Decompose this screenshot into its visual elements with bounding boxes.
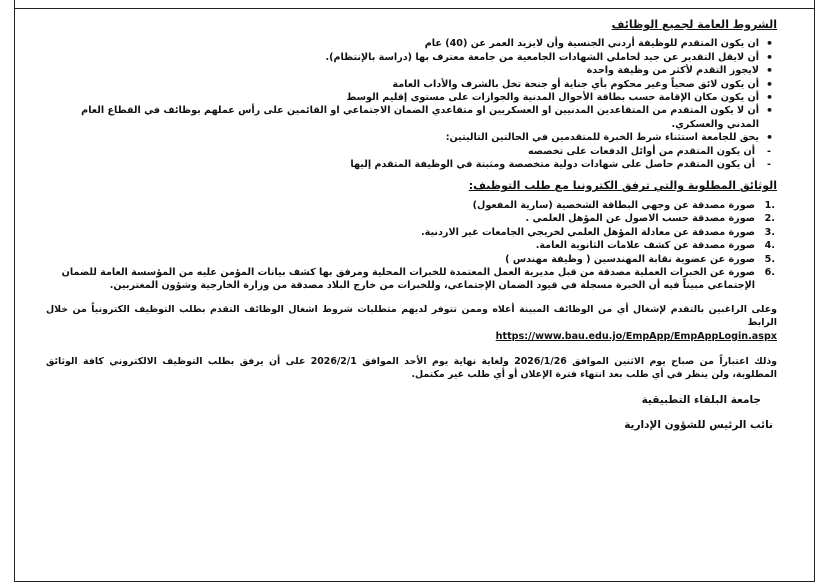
list-item: صورة مصدقة عن كشف علامات الثانوية العامة. [535,240,755,252]
list-item: صورة مصدقة عن وجهي البطاقة الشخصية (سارية المفعول) [472,199,755,211]
documents-list [46,199,777,293]
list-item: صورة عن عضوية نقابة المهندسين ( وظيفة مهندس ) [505,253,755,265]
announcement-content [46,18,777,433]
signatory-position: نائب الرئيس للشؤون الإدارية [624,419,773,432]
list-item: • يحق للجامعة استثناء شرط الخبرة للمتقدمين في الحالتين التاليتين: [46,131,759,144]
deadline-paragraph: وذلك اعتباراً من صباح يوم الاثنين الموافق 2026/1/26 ولغاية نهاية يوم الأحد الموافق 2026/2/1 على أن يرفق بطلب التوظيف الالكتروني كافة الوثائق المطلوبة، ولن ينظر في أي طلب بعد انتهاء فترة الإعلان أو أي طلب غير مكتمل. [46,355,777,381]
general-conditions-list [46,37,777,144]
list-item: - أن يكون المتقدم حاصل على شهادات دولية متخصصة ومثبتة في الوظيفة المتقدم إليها [46,158,755,171]
list-item: • أن يكون مكان الإقامة حسب بطاقة الأحوال المدنية والجوازات على مستوى إقليم الوسط [46,91,759,104]
application-link[interactable]: https://www.bau.edu.jo/EmpApp/EmpAppLogin.aspx [495,330,777,342]
list-item: • ان يكون المتقدم للوظيفة أردني الجنسية وأن لايزيد العمر عن (40) عام [46,37,759,50]
list-item: صورة عن الخبرات العملية مصدقة من قبل مديرية العمل المعتمدة للخبرات المحلية ومرفق بها كشف بيانات المؤمن عليه من المؤسسة العامة للضمان الإجتماعي مبيناً فيه أن الخبرة مسجلة في قيود الضمان الإجتماعي، وللخبرات من خارج البلاد مصدقة من وزارة الخارجية وشؤون المغتربين. [61,266,755,292]
documents-title: الوثائق المطلوبة والتي ترفق الكترونيا مع طلب التوظيف: [468,179,777,193]
list-item: • لايجوز التقدم لأكثر من وظيفة واحدة [46,64,759,77]
university-name: جامعة البلقاء التطبيقية [641,393,761,406]
list-item: • أن لايقل التقدير عن جيد لحاملي الشهادات الجامعية من جامعة معترف بها (دراسة بالإنتظام). [46,51,759,64]
list-item: • أن لا يكون المتقدم من المتقاعدين المدنيين او العسكريين او متقاعدي الضمان الاجتماعي او القائمين على رأس عملهم بوظائف في القطاع العام المدني والعسكري. [46,104,759,131]
documents-section [46,179,777,292]
list-item: • أن يكون لائق صحياً وغير محكوم بأي جناية أو جنحة تخل بالشرف والأداب العامة [46,78,759,91]
list-item: صورة مصدقة عن معادلة المؤهل العلمي لخريجي الجامعات غير الاردنية. [421,226,755,238]
list-item: - أن يكون المتقدم من أوائل الدفعات على تخصصه [46,145,755,158]
general-conditions-title: الشروط العامة لجميع الوظائف [611,18,777,31]
invitation-paragraph: وعلى الراغبين بالتقدم لإشغال أي من الوظائف المبينة أعلاه وممن تتوفر لديهم متطلبات شروط اشغال الوظائف التقدم بطلب التوظيف الكترونياً من خلال الرابط [46,303,777,329]
list-item: صورة مصدقة حسب الاصول عن المؤهل العلمي . [525,213,755,225]
experience-exceptions-list [46,145,777,172]
